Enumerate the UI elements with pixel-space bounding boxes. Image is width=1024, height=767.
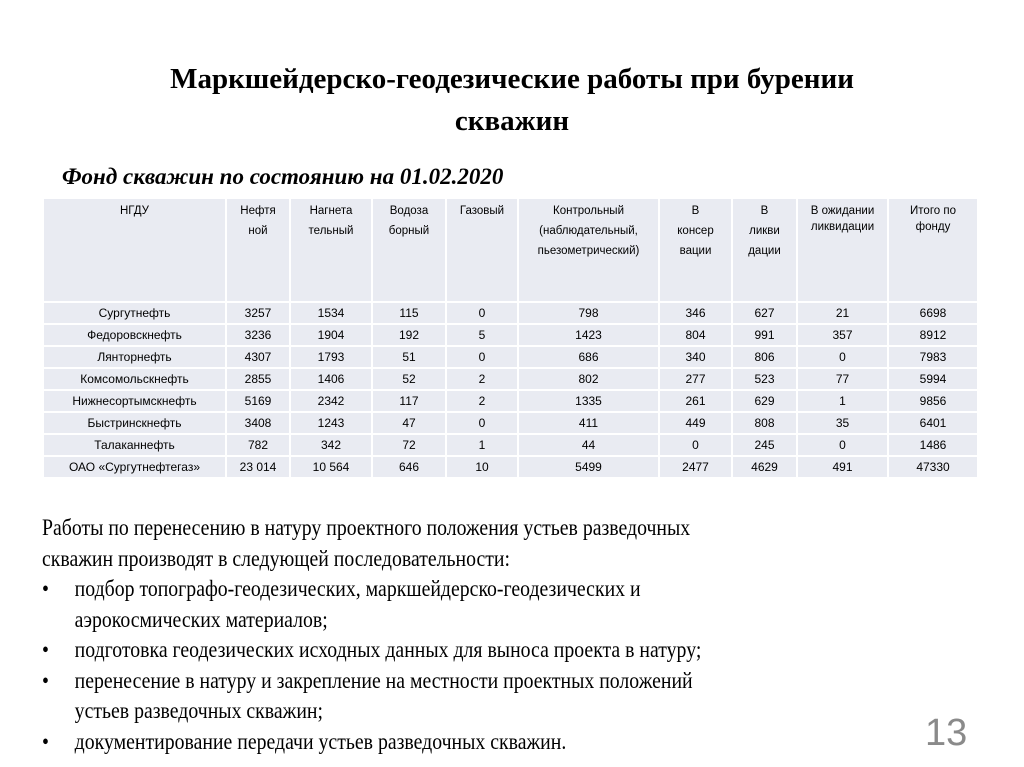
- column-header-line: консер: [677, 225, 714, 237]
- value-cell: 9856: [888, 390, 978, 412]
- value-cell: 21: [797, 302, 888, 324]
- value-cell: 8912: [888, 324, 978, 346]
- value-cell: 245: [732, 434, 797, 456]
- value-cell: 808: [732, 412, 797, 434]
- value-cell: 6401: [888, 412, 978, 434]
- column-header-line: Контрольный: [553, 205, 624, 217]
- value-cell: 261: [659, 390, 732, 412]
- column-header-line: Нефтя: [240, 205, 276, 217]
- ngdu-name-cell: Талаканнефть: [43, 434, 226, 456]
- table-row: [43, 434, 978, 456]
- column-header-line: дации: [748, 245, 781, 257]
- value-cell: 77: [797, 368, 888, 390]
- value-cell: 6698: [888, 302, 978, 324]
- value-cell: 1793: [290, 346, 372, 368]
- value-cell: 3257: [226, 302, 290, 324]
- table-header-row: [43, 198, 978, 302]
- value-cell: 10 564: [290, 456, 372, 478]
- value-cell: 1534: [290, 302, 372, 324]
- value-cell: 1486: [888, 434, 978, 456]
- intro-line-1: Работы по перенесению в натуру проектного положения устьев разведочных: [42, 515, 691, 540]
- column-header: [290, 198, 372, 302]
- bullet-line: аэрокосмических материалов;: [74, 606, 328, 632]
- bullet-item: [42, 666, 701, 727]
- table-row: [43, 368, 978, 390]
- value-cell: 0: [446, 412, 518, 434]
- ngdu-name-cell: Сургутнефть: [43, 302, 226, 324]
- value-cell: 798: [518, 302, 659, 324]
- value-cell: 4629: [732, 456, 797, 478]
- column-header: [372, 198, 446, 302]
- value-cell: 47: [372, 412, 446, 434]
- value-cell: 1: [797, 390, 888, 412]
- ngdu-name-cell: Комсомольскнефть: [43, 368, 226, 390]
- column-header: [888, 198, 978, 302]
- value-cell: 2: [446, 390, 518, 412]
- value-cell: 342: [290, 434, 372, 456]
- column-header: [659, 198, 732, 302]
- value-cell: 1243: [290, 412, 372, 434]
- table-row: [43, 302, 978, 324]
- value-cell: 2855: [226, 368, 290, 390]
- column-header: [797, 198, 888, 302]
- value-cell: 72: [372, 434, 446, 456]
- value-cell: 449: [659, 412, 732, 434]
- bullet-item: [42, 635, 701, 666]
- value-cell: 0: [797, 346, 888, 368]
- table-subtitle: Фонд скважин по состоянию на 01.02.2020: [62, 164, 504, 189]
- column-header-line: ной: [248, 225, 268, 237]
- value-cell: 1: [446, 434, 518, 456]
- value-cell: 806: [732, 346, 797, 368]
- column-header-line: (наблюдательный,: [539, 225, 638, 237]
- bullet-line: устьев разведочных скважин;: [74, 698, 323, 723]
- value-cell: 2342: [290, 390, 372, 412]
- column-header-line: Итого по: [910, 205, 956, 217]
- column-header: [732, 198, 797, 302]
- value-cell: 0: [659, 434, 732, 456]
- value-cell: 52: [372, 368, 446, 390]
- bullet-line: • документирование передачи устьев разведочных скважин.: [74, 728, 567, 754]
- value-cell: 5169: [226, 390, 290, 412]
- title-line-2: скважин: [454, 105, 570, 137]
- value-cell: 115: [372, 302, 446, 324]
- value-cell: 44: [518, 434, 659, 456]
- value-cell: 2477: [659, 456, 732, 478]
- value-cell: 491: [797, 456, 888, 478]
- title-line-1: Маркшейдерско-геодезические работы при бурении: [170, 63, 854, 95]
- column-header-line: пьезометрический): [537, 245, 640, 257]
- bullet-line: • подготовка геодезических исходных данных для выноса проекта в натуру;: [74, 637, 702, 662]
- value-cell: 35: [797, 412, 888, 434]
- bullet-line: • перенесение в натуру и закрепление на местности проектных положений: [74, 667, 693, 693]
- column-header: [226, 198, 290, 302]
- bullet-line: • подбор топографо-геодезических, маркшейдерско-геодезических и: [74, 576, 641, 601]
- value-cell: 5: [446, 324, 518, 346]
- bullet-item: [42, 574, 701, 635]
- value-cell: 1335: [518, 390, 659, 412]
- value-cell: 686: [518, 346, 659, 368]
- value-cell: 357: [797, 324, 888, 346]
- value-cell: 991: [732, 324, 797, 346]
- value-cell: 346: [659, 302, 732, 324]
- table-row: [43, 456, 978, 478]
- value-cell: 0: [446, 302, 518, 324]
- value-cell: 2: [446, 368, 518, 390]
- value-cell: 4307: [226, 346, 290, 368]
- value-cell: 51: [372, 346, 446, 368]
- column-header-line: НГДУ: [120, 205, 149, 217]
- column-header-line: борный: [388, 225, 430, 237]
- intro-line-2: скважин производят в следующей последовательности:: [42, 545, 511, 571]
- wells-table: [42, 197, 979, 479]
- column-header-line: В: [691, 205, 700, 217]
- column-header-line: вации: [679, 245, 712, 257]
- value-cell: 47330: [888, 456, 978, 478]
- value-cell: 10: [446, 456, 518, 478]
- table-row: [43, 390, 978, 412]
- column-header-line: Газовый: [459, 205, 505, 217]
- value-cell: 23 014: [226, 456, 290, 478]
- column-header-line: Нагнета: [309, 205, 353, 217]
- ngdu-name-cell: Федоровскнефть: [43, 324, 226, 346]
- value-cell: 7983: [888, 346, 978, 368]
- bullet-item: [42, 727, 701, 758]
- table-row: [43, 346, 978, 368]
- column-header-line: Водоза: [389, 205, 429, 217]
- value-cell: 5994: [888, 368, 978, 390]
- ngdu-name-cell: Нижнесортымскнефть: [43, 390, 226, 412]
- value-cell: 3236: [226, 324, 290, 346]
- value-cell: 523: [732, 368, 797, 390]
- value-cell: 411: [518, 412, 659, 434]
- column-header-line: ликвидации: [810, 221, 875, 233]
- value-cell: 804: [659, 324, 732, 346]
- body-text: [42, 513, 701, 757]
- page-number: 13: [925, 712, 968, 754]
- value-cell: 782: [226, 434, 290, 456]
- value-cell: 117: [372, 390, 446, 412]
- value-cell: 802: [518, 368, 659, 390]
- value-cell: 0: [446, 346, 518, 368]
- value-cell: 1406: [290, 368, 372, 390]
- table-row: [43, 324, 978, 346]
- column-header-line: ликви: [749, 225, 780, 237]
- value-cell: 5499: [518, 456, 659, 478]
- column-header: [446, 198, 518, 302]
- value-cell: 646: [372, 456, 446, 478]
- ngdu-name-cell: Быстринскнефть: [43, 412, 226, 434]
- value-cell: 1423: [518, 324, 659, 346]
- column-header-line: В: [760, 205, 769, 217]
- value-cell: 1904: [290, 324, 372, 346]
- column-header: [43, 198, 226, 302]
- value-cell: 192: [372, 324, 446, 346]
- column-header-line: В ожидании: [810, 205, 875, 217]
- value-cell: 629: [732, 390, 797, 412]
- column-header-line: фонду: [915, 221, 951, 233]
- ngdu-name-cell: Лянторнефть: [43, 346, 226, 368]
- value-cell: 277: [659, 368, 732, 390]
- value-cell: 340: [659, 346, 732, 368]
- column-header: [518, 198, 659, 302]
- ngdu-name-cell: ОАО «Сургутнефтегаз»: [43, 456, 226, 478]
- value-cell: 3408: [226, 412, 290, 434]
- column-header-line: тельный: [308, 225, 354, 237]
- value-cell: 627: [732, 302, 797, 324]
- table-row: [43, 412, 978, 434]
- value-cell: 0: [797, 434, 888, 456]
- slide-title: [0, 58, 1024, 142]
